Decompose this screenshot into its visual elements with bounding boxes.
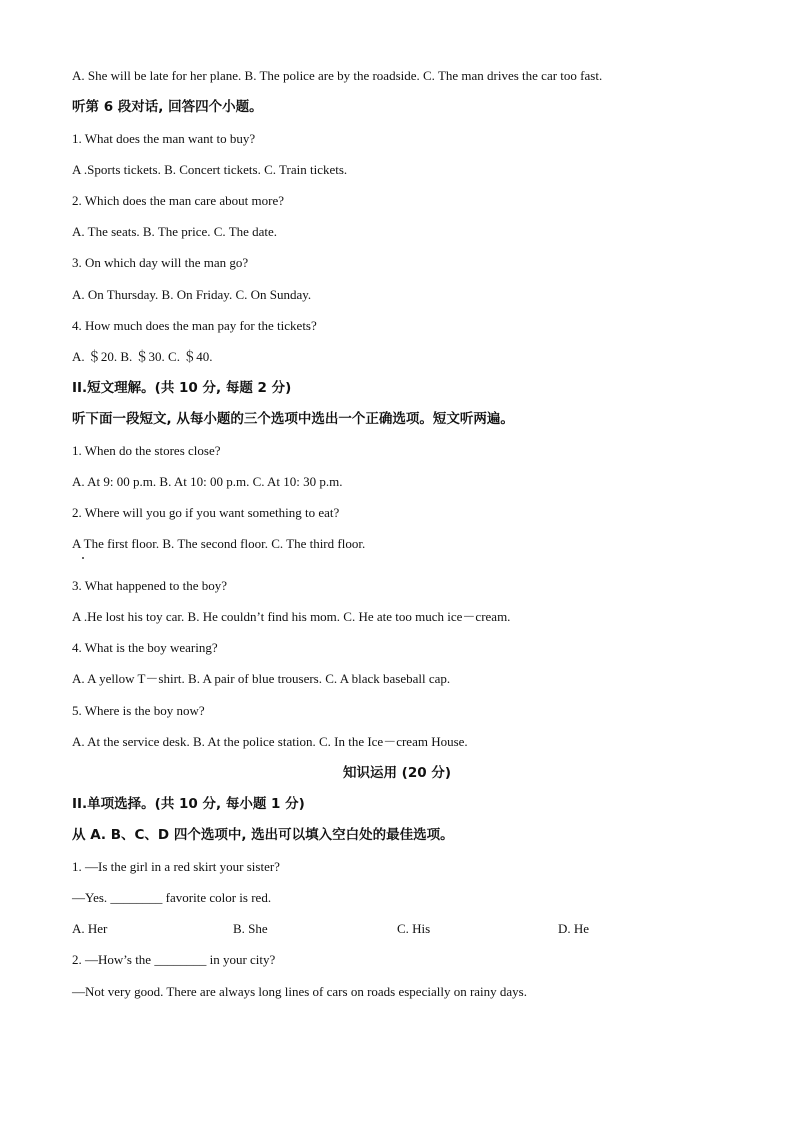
section-instruction: 从 A. B、C、D 四个选项中, 选出可以填入空白处的最佳选项。 (72, 827, 454, 843)
section-instruction: 听第 6 段对话, 回答四个小题。 (72, 99, 263, 115)
stray-dot-mark (82, 557, 84, 559)
question-line: 2. —How’s the ________ in your city? (72, 952, 276, 967)
answer-options-line: A. At the service desk. B. At the police station. C. In the Ice－cream House. (72, 734, 468, 749)
section-instruction: 听下面一段短文, 从每小题的三个选项中选出一个正确选项。短文听两遍。 (72, 411, 514, 427)
question-line: 4. How much does the man pay for the tickets? (72, 318, 317, 333)
answer-options-line: A .Sports tickets. B. Concert tickets. C. Train tickets. (72, 162, 348, 177)
answer-options-line: A. On Thursday. B. On Friday. C. On Sunday. (72, 287, 312, 302)
choice-a: A. Her (72, 921, 108, 936)
question-line: 4. What is the boy wearing? (72, 640, 218, 655)
question-line: 1. When do the stores close? (72, 443, 221, 458)
answer-options-line: A. A yellow T－shirt. B. A pair of blue trousers. C. A black baseball cap. (72, 671, 451, 686)
question-line: 2. Where will you go if you want something to eat? (72, 505, 340, 520)
section-heading: II.单项选择。(共 10 分, 每小题 1 分) (72, 796, 305, 812)
choice-d: D. He (558, 921, 590, 936)
part-title: 知识运用 (20 分) (342, 765, 452, 781)
answer-options-line: A. She will be late for her plane. B. The police are by the roadside. C. The man drives the car too fast. (72, 68, 603, 83)
answer-options-line: A. The seats. B. The price. C. The date. (72, 224, 278, 239)
answer-options-line: A. At 9: 00 p.m. B. At 10: 00 p.m. C. At 10: 30 p.m. (72, 474, 343, 489)
section-heading: II.短文理解。(共 10 分, 每题 2 分) (72, 380, 292, 396)
question-line: 3. What happened to the boy? (72, 578, 227, 593)
dialogue-line: —Not very good. There are always long lines of cars on roads especially on rainy days. (72, 984, 527, 999)
answer-options-line: A. ＄20. B. ＄30. C. ＄40. (72, 349, 213, 364)
question-line: 1. What does the man want to buy? (72, 131, 256, 146)
question-line: 3. On which day will the man go? (72, 255, 249, 270)
choice-c: C. His (397, 921, 431, 936)
dialogue-line: —Yes. ________ favorite color is red. (72, 890, 272, 905)
question-line: 5. Where is the boy now? (72, 703, 205, 718)
answer-options-line: A .He lost his toy car. B. He couldn’t find his mom. C. He ate too much ice－cream. (72, 609, 511, 624)
choice-b: B. She (233, 921, 268, 936)
question-line: 1. —Is the girl in a red skirt your sister? (72, 859, 280, 874)
question-line: 2. Which does the man care about more? (72, 193, 285, 208)
answer-options-line: A The first floor. B. The second floor. C. The third floor. (72, 536, 366, 551)
